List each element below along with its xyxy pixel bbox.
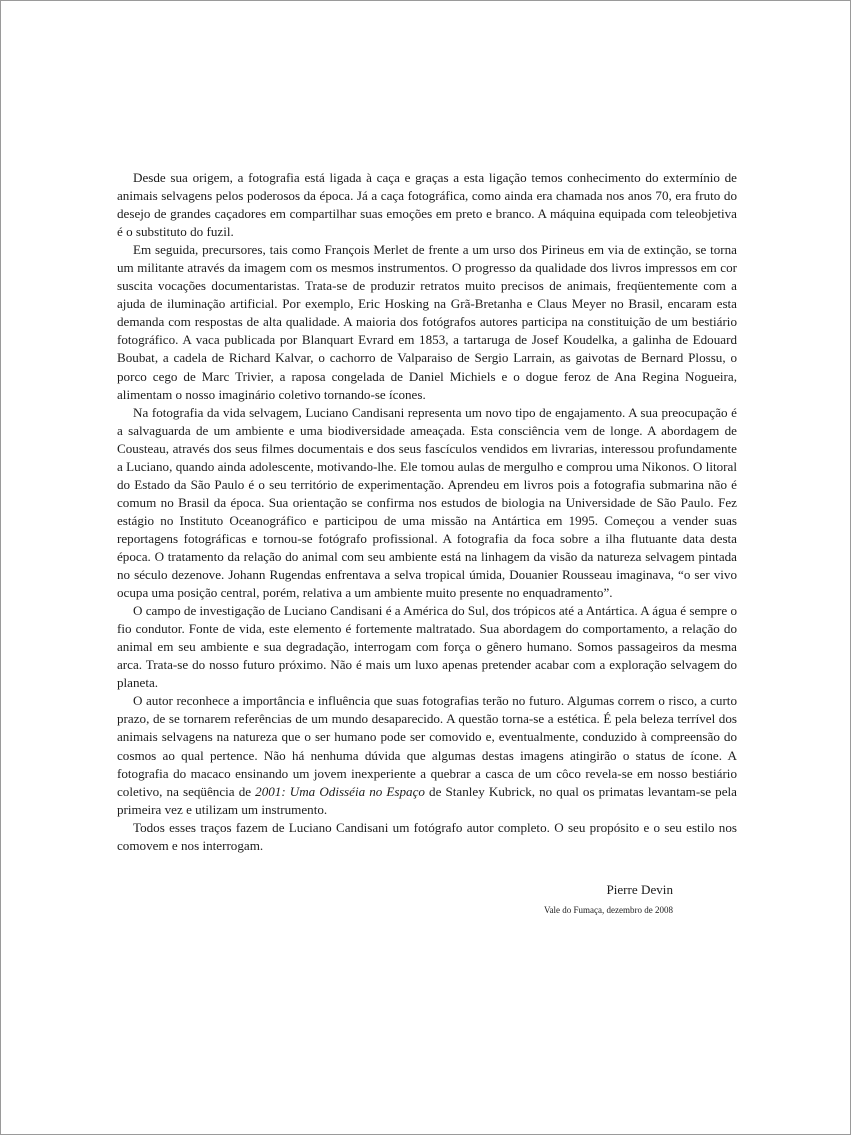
essay-paragraph [117,692,737,818]
essay-body [117,169,737,855]
essay-paragraph [117,602,737,692]
essay-paragraph [117,169,737,241]
paragraph-text: Na fotografia da vida selvagem, Luciano Candisani representa um novo tipo de engajamento. A sua preocupação é a salvaguarda de um ambiente e uma biodiversidade ameaçada. Esta consciência vem de longe. A abordagem de Cousteau, através dos seus filmes documentais e dos seus fascículos vendidos em livrarias, interessou profundamente a Luciano, quando ainda adolescente, motivando-lhe. Ele tomou aulas de mergulho e comprou uma Nikonos. O litoral do Estado da São Paulo é o seu território de experimentação. Aprendeu em livros pois a fotografia submarina não é comum no Brasil da época. Sua orientação se confirma nos estudos de biologia na Universidade de São Paulo. Fez estágio no Instituto Oceanográfico e participou de uma missão na Antártica em 1995. Começou a vender suas reportagens fotográficas e tornou-se fotógrafo profissional. A fotografia da foca sobre a ilha flutuante data desta época. O tratamento da relação do animal com seu ambiente está na linhagem da visão da natureza selvagem pintada no século dezenove. Johann Rugendas enfrentava a selva tropical úmida, Douanier Rousseau imaginava, “o ser vivo ocupa uma posição central, porém, relativa a um ambiente muito presente no enquadramento”. [117,404,737,601]
paragraph-text: O campo de investigação de Luciano Candisani é a América do Sul, dos trópicos até a Antártica. A água é sempre o fio condutor. Fonte de vida, este elemento é fortemente maltratado. Sua abordagem do comportamento, a relação do animal em seu ambiente e sua degradação, interrogam com força o gênero humano. Somos passageiros da mesma arca. Trata-se do nosso futuro próximo. Não é mais um luxo apenas pretender acabar com a exploração selvagem do planeta. [117,603,737,691]
essay-paragraph [117,241,737,403]
paragraph-text: Desde sua origem, a fotografia está ligada à caça e graças a esta ligação temos conhecimento do extermínio de animais selvagens pelos poderosos da época. Já a caça fotográfica, como ainda era chamada nos anos 70, era fruto do desejo de grandes caçadores em compartilhar suas emoções em preto e branco. A máquina equipada com teleobjetiva é o substituto do fuzil. [117,170,737,240]
place-and-date: Vale do Fumaça, dezembro de 2008 [544,905,673,915]
essay-paragraph [117,819,737,855]
essay-paragraph [117,404,737,603]
author-signature: Pierre Devin [606,882,673,897]
paragraph-text: de Stanley Kubrick, no qual os primatas levantam-se pela primeira vez e utilizam um instrumento. [117,783,737,817]
paragraph-text: O autor reconhece a importância e influência que suas fotografias terão no futuro. Algumas correm o risco, a curto prazo, de se tornarem referências de um mundo desaparecido. A questão torna-se a estética. É pela beleza terrível dos animais selvagens na natureza que o ser humano pode ser comovido e, eventualmente, conduzido à compreensão do cosmos ao qual pertence. Não há nenhuma dúvida que algumas destas imagens atingirão o status de ícone. A fotografia do macaco ensinando um jovem inexperiente a quebrar a casca de um côco revela-se em nosso bestiário coletivo, na seqüência de [117,693,737,799]
paragraph-text: Em seguida, precursores, tais como François Merlet de frente a um urso dos Pirineus em via de extinção, se torna um militante através da imagem com os mesmos instrumentos. O progresso da qualidade dos livros impressos em cor suscita vocações documentaristas. Trata-se de produzir retratos muito precisos de animais, freqüentemente com a ajuda de iluminação artificial. Por exemplo, Eric Hosking na Grã-Bretanha e Claus Meyer no Brasil, encaram esta demanda com respostas de alta qualidade. A maioria dos fotógrafos autores participa na constituição de um bestiário fotográfico. A vaca publicada por Blanquart Evrard em 1853, a tartaruga de Josef Koudelka, a galinha de Edouard Boubat, a cadela de Richard Kalvar, o cachorro de Valparaiso de Sergio Larrain, as gaivotas de Bernard Plossu, o porco cego de Marc Trivier, a raposa congelada de Daniel Michiels e o dogue feroz de Ana Regina Nogueira, alimentam o nosso imaginário coletivo tornando-se ícones. [117,242,737,402]
film-title: 2001: Uma Odisséia no Espaço [255,783,425,799]
paragraph-text: Todos esses traços fazem de Luciano Candisani um fotógrafo autor completo. O seu propósito e o seu estilo nos comovem e nos interrogam. [117,819,737,853]
